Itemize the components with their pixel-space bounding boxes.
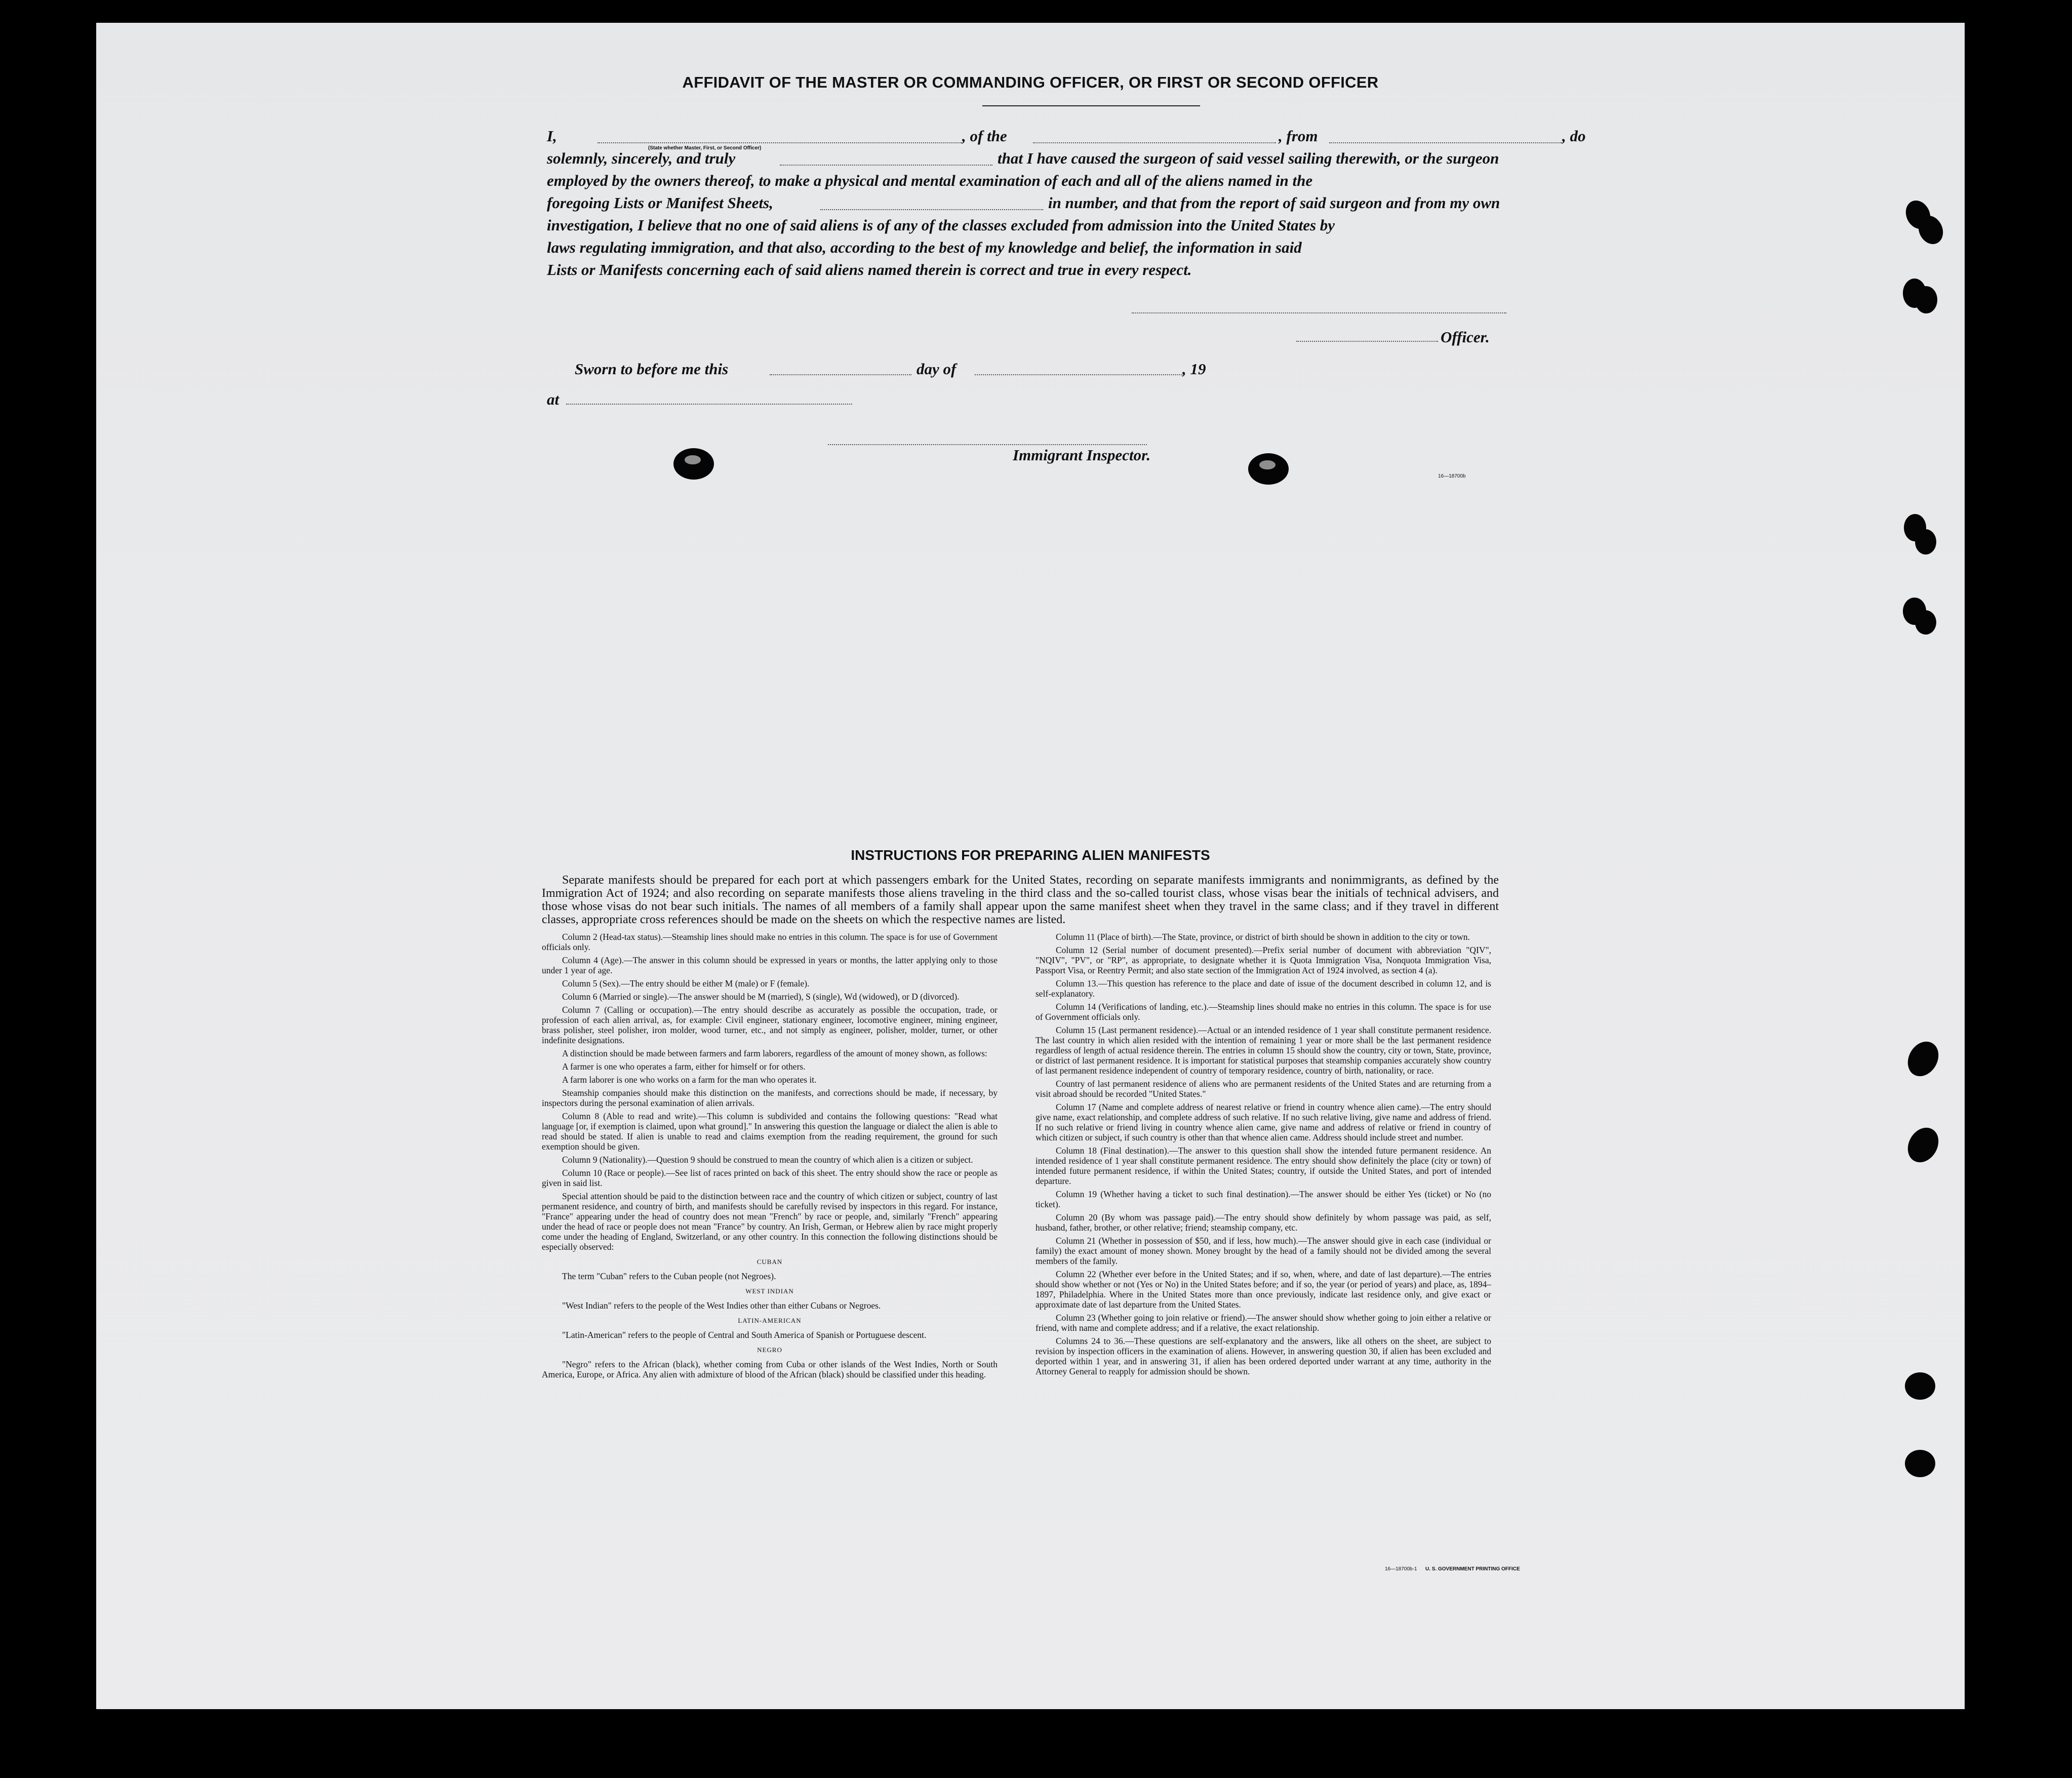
blank-number[interactable] <box>820 209 1043 210</box>
blank-vessel-name[interactable] <box>1033 142 1276 143</box>
binding-hole-3b <box>1915 529 1936 555</box>
instruction-heading: Column 8 (Able to read and write). <box>562 1111 698 1121</box>
instruction-paragraph <box>1035 1079 1491 1099</box>
blank-month[interactable] <box>975 374 1182 375</box>
instruction-text: —The entry should be either M (male) or F (female). <box>621 978 810 989</box>
affidavit-line-2a: solemnly, sincerely, and truly <box>547 149 736 167</box>
sworn-day-of: day of <box>917 360 957 378</box>
instruction-paragraph <box>1035 1145 1491 1186</box>
instruction-paragraph <box>542 1155 998 1165</box>
instruction-paragraph <box>1035 978 1491 999</box>
instruction-text: —Steamship lines should make no entries in this column. The space is for use of Government officials only. <box>1035 1002 1491 1022</box>
affidavit-line-4a: foregoing Lists or Manifest Sheets, <box>547 194 773 212</box>
affidavit-line-4b: in number, and that from the report of said surgeon and from my own <box>1048 194 1500 212</box>
instruction-heading: Column 22 (Whether ever before in the United States; and if so, when, where, and date of last departure). <box>1056 1269 1442 1279</box>
instruction-paragraph <box>542 1075 998 1085</box>
instructions-right-column <box>1035 932 1491 1379</box>
subsection-heading: NEGRO <box>757 1346 782 1354</box>
instruction-paragraph <box>542 1061 998 1072</box>
instruction-heading: Column 4 (Age). <box>562 955 624 965</box>
instruction-text: —The answer to this question shall show the intended future permanent residence. An intended residence of 1 year shall constitute permanent residence. The entry should show definitely the place (city or town) of intended future permanent residence, if within the United States; country, if outside the United States, and port of intended departure. <box>1035 1145 1492 1186</box>
instruction-heading: Column 13. <box>1056 978 1098 989</box>
instruction-heading: Column 5 (Sex). <box>562 978 621 989</box>
instruction-heading: Column 10 (Race or people). <box>562 1168 666 1178</box>
instruction-heading: Column 23 (Whether going to join relative or friend). <box>1056 1313 1247 1323</box>
instruction-paragraph <box>1035 1236 1491 1266</box>
affidavit-i: I, <box>547 127 557 145</box>
instruction-heading: Column 21 (Whether in possession of $50, and if less, how much). <box>1056 1236 1298 1246</box>
instructions-left-column <box>542 932 998 1382</box>
instruction-heading: Column 19 (Whether having a ticket to such final destination). <box>1056 1189 1291 1199</box>
instruction-text: —The State, province, or district of birth should be shown in addition to the city or town. <box>1153 932 1470 942</box>
subsection-text: "Latin-American" refers to the people of Central and South America of Spanish or Portuguese descent. <box>562 1330 927 1340</box>
instruction-paragraph <box>542 955 998 975</box>
affidavit-from: , from <box>1279 127 1318 145</box>
affidavit-line-6: laws regulating immigration, and that also, according to the best of my knowledge and belief, the information in said <box>547 239 1302 256</box>
instruction-heading: Column 18 (Final destination). <box>1056 1145 1170 1156</box>
instruction-text: —The entry should give name, exact relationship, and complete address of such relative. If no such relative living, give name and address of friend. If no such relative or friend living in country whence alien came, give name and address of relative or friend in country of which citizen or subject, if such country is other than that whence alien came. Address should include street and number. <box>1035 1102 1491 1142</box>
instruction-heading: Column 7 (Calling or occupation). <box>562 1005 694 1015</box>
affidavit-line-3: employed by the owners thereof, to make a physical and mental examination of each and all of the aliens named in the <box>547 172 1313 189</box>
instruction-paragraph <box>542 978 998 989</box>
footer-form-number: 16—18700b-1 <box>1385 1566 1417 1572</box>
instruction-heading: Column 20 (By whom was passage paid). <box>1056 1212 1216 1222</box>
binding-hole-7 <box>1905 1372 1935 1400</box>
instruction-text: —The answer should give in each case (individual or family) the exact amount of money shown. Money brought by the head of a family should not be divided among the several members of the family. <box>1035 1236 1492 1266</box>
instruction-heading: Column 9 (Nationality). <box>562 1155 648 1165</box>
affidavit-line-7: Lists or Manifests concerning each of said aliens named therein is correct and true in every respect. <box>547 261 1192 279</box>
instruction-paragraph <box>1035 1269 1491 1310</box>
instruction-paragraph <box>1035 1189 1491 1209</box>
instruction-text: —This column is subdivided and contains the following questions: "Read what language [or, if exemption is claimed, upon what ground]." In answering this question the language or dialect the alien is able to read should be stated. If alien is unable to read and claims exemption from the reading requirement, the ground for such exemption should be given. <box>542 1111 998 1152</box>
instructions-title: INSTRUCTIONS FOR PREPARING ALIEN MANIFESTS <box>851 847 1210 863</box>
affidavit-form-number: 16—18700b <box>1438 473 1466 479</box>
instruction-text: —See list of races printed on back of this sheet. The entry should show the race or people as given in said list. <box>542 1168 998 1188</box>
instruction-paragraph <box>1035 1025 1491 1076</box>
instruction-paragraph <box>1035 1102 1491 1142</box>
instructions-intro: Separate manifests should be prepared for each port at which passengers embark for the United States, recording on separate manifests immigrants and nonimmigrants, as defined by the Immigration Act of 1924; and also recording on separate manifests those aliens traveling in the third class and the so-called tourist class, whose visas bear the initials of technical advisers, and those whose visas do not bear such initials. The names of all members of a family shall appear upon the same manifest sheet when they travel in the same class; and if they travel in different classes, appropriate cross references should be made on the sheets on which the respective names are listed. <box>542 874 1499 926</box>
binding-hole-8 <box>1905 1450 1935 1477</box>
instruction-paragraph <box>542 992 998 1002</box>
instruction-paragraph <box>1035 1002 1491 1022</box>
instruction-text: Country of last permanent residence of aliens who are permanent residents of the United States and are returning from a visit abroad should be recorded "United States." <box>1035 1079 1491 1099</box>
instruction-paragraph <box>1035 1336 1491 1376</box>
officer-rank-caption: (State whether Master, First, or Second Officer) <box>648 145 762 151</box>
punch-hole-left <box>673 448 714 480</box>
blank-officer-rank[interactable] <box>597 142 962 143</box>
blank-surgeon[interactable] <box>780 165 992 166</box>
instruction-text: —This question has reference to the place and date of issue of the document described in column 12, and is self-explanatory. <box>1035 978 1491 999</box>
affidavit-do: , do <box>1562 127 1586 145</box>
instruction-text: —The answer should be M (married), S (single), Wd (widowed), or D (divorced). <box>669 992 960 1002</box>
instruction-text: —Prefix serial number of document with abbreviation "QIV", "NQIV", "PV", or "RP", as appropriate, to designate whether it is Quota Immigration Visa, Nonquota Immigration Visa, Passport Visa, or Reentry Permit; and also state section of the Immigration Act of 1924 involved, as section 4 (a). <box>1035 945 1491 975</box>
instruction-paragraph <box>542 1111 998 1152</box>
instruction-text: Special attention should be paid to the distinction between race and the country of which citizen or subject, country of last permanent residence, and country of birth, and manifests should be carefully revised by inspectors in this regard. For instance, "France" appearing under the head of country does not mean "French" by race or people, and, similarly "French" appearing under the head of race or people does not mean "France" by country. An Irish, German, or Hebrew alien by race might properly come under the heading of England, Switzerland, or any other country. In this connection the following distinctions should be especially observed: <box>542 1191 998 1252</box>
blank-day[interactable] <box>770 374 911 375</box>
instruction-heading: Column 6 (Married or single). <box>562 992 669 1002</box>
affidavit-title: AFFIDAVIT OF THE MASTER OR COMMANDING OFFICER, OR FIRST OR SECOND OFFICER <box>682 73 1379 91</box>
instruction-heading: Column 14 (Verifications of landing, etc.). <box>1056 1002 1209 1012</box>
instruction-text: —Steamship lines should make no entries in this column. The space is for use of Government officials only. <box>542 932 998 952</box>
instruction-paragraph <box>1035 945 1491 975</box>
instruction-heading: Column 15 (Last permanent residence). <box>1056 1025 1199 1035</box>
blank-port[interactable] <box>1329 142 1562 143</box>
sworn-year: , 19 <box>1182 360 1206 378</box>
footer-printer: U. S. GOVERNMENT PRINTING OFFICE <box>1425 1566 1520 1572</box>
instruction-paragraph <box>1035 932 1491 942</box>
instruction-text: —The answer should show whether going to join either a relative or friend, with name and complete address; and if a relative, the exact relationship. <box>1035 1313 1491 1333</box>
blank-officer[interactable] <box>1296 341 1438 342</box>
instruction-heading: Column 11 (Place of birth). <box>1056 932 1153 942</box>
instruction-paragraph <box>542 932 998 952</box>
instruction-paragraph <box>542 1005 998 1045</box>
binding-hole-4b <box>1915 610 1936 635</box>
binding-hole-2b <box>1915 286 1937 313</box>
blank-signature[interactable] <box>1132 312 1506 313</box>
instruction-text: —The entry should describe as accurately as possible the occupation, trade, or profession of each alien arrival, as, for example: Civil engineer, stationary engineer, locomotive engineer, mining engineer, brass polisher, steel polisher, iron molder, wood turner, etc., and not simply as engineer, polisher, molder, turner, or other indefinite designations. <box>542 1005 998 1045</box>
instruction-text: A distinction should be made between farmers and farm laborers, regardless of the amount of money shown, as follows: <box>562 1048 987 1058</box>
instruction-paragraph <box>542 1048 998 1058</box>
instruction-heading: Column 2 (Head-tax status). <box>562 932 663 942</box>
subsection-heading: CUBAN <box>756 1258 783 1266</box>
affidavit-line-1 <box>547 128 1499 144</box>
affidavit-line-2b: that I have caused the surgeon of said vessel sailing therewith, or the surgeon <box>998 149 1499 167</box>
instruction-text: —The answer in this column should be expressed in years or months, the latter applying only to those under 1 year of age. <box>542 955 998 975</box>
subsection-heading: WEST INDIAN <box>745 1287 794 1295</box>
instruction-text: —The answer should be either Yes (ticket) or No (no ticket). <box>1035 1189 1491 1209</box>
sworn-at: at <box>547 390 560 408</box>
punch-hole-right <box>1248 453 1289 485</box>
instruction-paragraph <box>542 1088 998 1108</box>
subsection-heading: LATIN-AMERICAN <box>738 1317 802 1324</box>
instruction-text: Steamship companies should make this distinction on the manifests, and corrections should be made, if necessary, by inspectors during the personal examination of alien arrivals. <box>542 1088 998 1108</box>
instruction-heading: Column 12 (Serial number of document presented). <box>1056 945 1254 955</box>
instruction-heading: Column 17 (Name and complete address of nearest relative or friend in country whence alien came). <box>1056 1102 1421 1112</box>
subsection-text: "Negro" refers to the African (black), whether coming from Cuba or other islands of the West Indies, North or South America, Europe, or Africa. Any alien with admixture of blood of the African (black) should be classified under this heading. <box>542 1359 998 1379</box>
binding-hole-5 <box>1902 1036 1944 1082</box>
officer-label: Officer. <box>1441 328 1490 346</box>
instruction-text: —Actual or an intended residence of 1 year shall constitute permanent residence. The last country in which alien resided with the intention of remaining 1 year or more shall be the last permanent residence regardless of length of actual residence therein. The entries in column 15 should show the country, city or town, State, province, or district of last permanent residence. It is important for statistical purposes that steamship companies accurately show country of last permanent residence independent of country of temporary residence, country of birth, nationality, or race. <box>1035 1025 1492 1076</box>
instruction-heading: Columns 24 to 36. <box>1056 1336 1126 1346</box>
instruction-paragraph <box>542 1168 998 1188</box>
affidavit-of-the: , of the <box>962 127 1007 145</box>
subsection-text: "West Indian" refers to the people of the West Indies other than either Cubans or Negroes. <box>562 1300 881 1311</box>
binding-hole-6 <box>1902 1122 1944 1168</box>
inspector-label: Immigrant Inspector. <box>1013 446 1151 464</box>
sworn-text: Sworn to before me this <box>575 360 729 378</box>
instruction-text: —The entry should show definitely by whom passage was paid, as self, husband, father, brother, or other relative; friend; steamship company, etc. <box>1035 1212 1491 1233</box>
title-underline <box>982 105 1200 106</box>
blank-place[interactable] <box>566 404 852 405</box>
affidavit-line-5: investigation, I believe that no one of said aliens is of any of the classes excluded from admission into the United States by <box>547 216 1335 234</box>
document-page <box>96 23 1965 1709</box>
instruction-text: A farm laborer is one who works on a farm for the man who operates it. <box>562 1075 817 1085</box>
subsection-text: The term "Cuban" refers to the Cuban people (not Negroes). <box>562 1271 776 1281</box>
instruction-paragraph <box>1035 1313 1491 1333</box>
instruction-text: —Question 9 should be construed to mean the country of which alien is a citizen or subject. <box>647 1155 973 1165</box>
instruction-paragraph <box>542 1191 998 1252</box>
instruction-text: A farmer is one who operates a farm, either for himself or for others. <box>562 1061 806 1072</box>
instruction-text: —These questions are self-explanatory and the answers, like all others on the sheet, are subject to revision by inspection officers in the examination of aliens. However, in answering question 30, if alien has been excluded and deported within 1 year, and in answering 31, if alien has been ordered deported under warrant at any time, authority in the Attorney General to reapply for admission should be shown. <box>1035 1336 1492 1376</box>
blank-inspector-signature[interactable] <box>828 444 1147 445</box>
instruction-text: —The entries should show whether or not (Yes or No) in the United States before; and if so, the year (or period of years) and place, as, 1894–1897, Philadelphia. Where in the United States more than once previously, indicate last residence only, and give exact or approximate date of last departure from the United States. <box>1035 1269 1492 1310</box>
instruction-paragraph <box>1035 1212 1491 1233</box>
